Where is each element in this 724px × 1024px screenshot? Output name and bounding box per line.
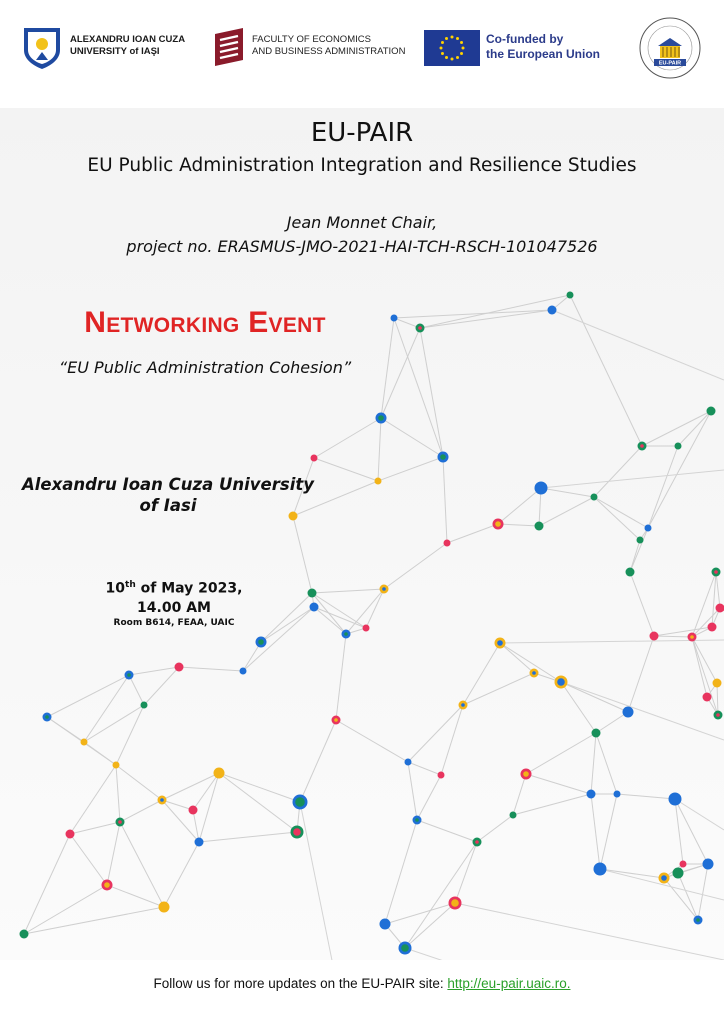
date-line: [0, 576, 348, 599]
network-node: [311, 455, 318, 462]
network-node: [66, 830, 75, 839]
network-node-core: [532, 671, 536, 675]
network-node-core: [334, 718, 338, 722]
network-node: [20, 930, 29, 939]
network-edge: [300, 720, 336, 802]
network-edge: [648, 446, 678, 528]
network-edge: [541, 488, 594, 497]
network-edge: [600, 794, 617, 869]
network-edge: [675, 799, 708, 864]
network-edge: [70, 834, 107, 885]
uaic-name-line1: ALEXANDRU IOAN CUZA: [70, 34, 186, 45]
network-edge: [420, 310, 552, 328]
network-edge: [692, 637, 717, 683]
network-edge: [455, 903, 724, 960]
eu-cofunded: [486, 32, 600, 62]
eu-star-icon: [462, 47, 465, 50]
network-node: [623, 707, 634, 718]
eu-star-icon: [460, 41, 463, 44]
network-edge: [678, 873, 698, 920]
network-edge: [417, 820, 477, 842]
network-edge: [144, 667, 179, 705]
network-edge: [405, 842, 477, 948]
network-edge: [526, 774, 591, 794]
network-edge: [120, 800, 162, 822]
date-suffix: th: [125, 580, 136, 590]
network-edge: [648, 411, 711, 528]
network-node: [438, 772, 445, 779]
network-node: [708, 623, 717, 632]
eu-pair-seal-icon: [638, 16, 702, 80]
event-title: Networking Event: [84, 306, 326, 339]
network-edge: [498, 488, 541, 524]
network-node-core: [557, 678, 565, 686]
footer-message: Follow us for more updates on the EU-PAIR site:: [153, 976, 448, 991]
network-node-core: [640, 444, 644, 448]
network-node: [637, 537, 644, 544]
network-edge: [314, 418, 381, 458]
network-node-core: [523, 771, 529, 777]
uaic-name-line2: UNIVERSITY of IAŞI: [70, 46, 160, 57]
eu-star-icon: [441, 52, 444, 55]
network-edge: [498, 524, 539, 526]
network-edge: [408, 762, 417, 820]
network-edge: [675, 799, 683, 864]
network-node: [703, 859, 714, 870]
network-node: [626, 568, 635, 577]
network-node: [713, 679, 722, 688]
event-subtitle: “EU Public Administration Cohesion”: [58, 358, 352, 377]
network-node-core: [495, 521, 501, 527]
network-edge: [594, 446, 642, 497]
eu-star-icon: [445, 56, 448, 59]
network-node: [680, 861, 687, 868]
network-node: [614, 791, 621, 798]
network-node: [380, 919, 391, 930]
network-node-core: [440, 454, 446, 460]
network-node-core: [690, 635, 694, 639]
project-number: project no. ERASMUS-JMO-2021-HAI-TCH-RSCH-101047526: [126, 237, 598, 256]
network-edge: [378, 457, 443, 481]
network-node: [113, 762, 120, 769]
venue-line2: of Iasi: [139, 496, 197, 515]
network-edge: [552, 310, 724, 380]
network-edge: [692, 637, 718, 715]
network-edge: [692, 608, 720, 637]
uaic-name: [70, 34, 185, 58]
network-node-core: [475, 840, 479, 844]
event-room: Room B614, FEAA, UAIC: [113, 618, 235, 628]
network-edge: [381, 418, 443, 457]
network-edge: [628, 636, 654, 712]
network-edge: [107, 822, 120, 885]
network-node-core: [714, 570, 718, 574]
network-edge: [24, 907, 164, 934]
network-node: [703, 693, 712, 702]
network-node: [444, 540, 451, 547]
network-edge: [199, 773, 219, 842]
network-node: [673, 868, 684, 879]
network-node: [510, 812, 517, 819]
network-node: [141, 702, 148, 709]
network-node: [669, 793, 682, 806]
eu-star-icon: [451, 58, 454, 61]
project-acronym: EU-PAIR: [310, 118, 414, 148]
network-node-core: [160, 798, 164, 802]
faculty-name-line1: FACULTY OF ECONOMICS: [252, 34, 371, 45]
network-edge: [408, 705, 463, 762]
network-edge: [477, 815, 513, 842]
network-edge: [513, 774, 526, 815]
network-node-core: [378, 415, 384, 421]
network-node: [195, 838, 204, 847]
network-node-core: [104, 882, 110, 888]
network-node-core: [118, 820, 122, 824]
network-node: [81, 739, 88, 746]
faculty-name-line2: AND BUSINESS ADMINISTRATION: [252, 46, 406, 57]
header-logos: [0, 0, 724, 100]
network-node: [189, 806, 198, 815]
network-edge: [193, 773, 219, 810]
network-edge: [84, 742, 116, 765]
eu-star-icon: [441, 41, 444, 44]
network-edge: [526, 733, 596, 774]
network-edge: [463, 643, 500, 705]
network-node-core: [293, 828, 301, 836]
network-node: [567, 292, 574, 299]
network-edge: [591, 733, 596, 794]
network-edge: [24, 885, 107, 934]
network-edge: [420, 295, 570, 328]
network-node: [363, 625, 370, 632]
eu-pair-badge-label: EU-PAIR: [658, 60, 682, 67]
faculty-name: [252, 34, 405, 58]
network-node: [214, 768, 225, 779]
network-edge: [541, 470, 724, 488]
network-node: [405, 759, 412, 766]
event-date: [0, 576, 348, 618]
network-edge: [596, 712, 628, 733]
network-edge: [120, 822, 164, 907]
network-edge: [455, 842, 477, 903]
network-edge: [463, 673, 534, 705]
uaic-crest-icon: [22, 26, 62, 70]
network-node: [159, 902, 170, 913]
network-edge: [500, 643, 561, 682]
network-edge: [164, 842, 199, 907]
network-edge: [630, 540, 640, 572]
network-edge: [47, 675, 129, 717]
network-node: [375, 478, 382, 485]
network-edge: [116, 765, 120, 822]
venue-line1: Alexandru Ioan Cuza University: [21, 475, 315, 494]
network-node-core: [716, 713, 720, 717]
network-node-core: [696, 918, 700, 922]
network-node: [650, 632, 659, 641]
network-node: [707, 407, 716, 416]
network-node: [591, 494, 598, 501]
network-edge: [692, 637, 707, 697]
network-node-core: [295, 797, 305, 807]
network-edge: [336, 720, 408, 762]
network-edge: [70, 765, 116, 834]
date-rest: of May 2023,: [135, 580, 243, 597]
footer: [0, 960, 724, 1024]
network-edge: [24, 834, 70, 934]
network-edge: [107, 885, 164, 907]
network-node: [175, 663, 184, 672]
network-edge: [193, 810, 199, 842]
network-edge: [698, 864, 708, 920]
network-edge: [654, 636, 692, 637]
network-node-core: [344, 632, 348, 636]
network-edge: [336, 634, 346, 720]
network-edge: [561, 682, 724, 740]
network-edge: [420, 328, 443, 457]
eu-cofunded-line1: Co-funded by: [486, 32, 564, 46]
network-node: [645, 525, 652, 532]
network-node-core: [382, 587, 386, 591]
network-edge: [199, 832, 297, 842]
network-node: [592, 729, 601, 738]
network-node: [594, 863, 607, 876]
network-edge: [539, 497, 594, 526]
network-node: [587, 790, 596, 799]
network-edge: [84, 675, 129, 742]
network-edge: [570, 295, 642, 446]
network-edge: [70, 822, 120, 834]
network-edge: [129, 667, 179, 675]
network-edge: [591, 794, 600, 869]
network-edge: [408, 762, 441, 775]
network-node-core: [127, 673, 131, 677]
network-edge: [594, 497, 640, 540]
network-edge: [385, 903, 455, 924]
network-node: [535, 522, 544, 531]
network-edge: [447, 524, 498, 543]
network-edge: [630, 572, 654, 636]
eu-cofunded-line2: the European Union: [486, 47, 600, 61]
network-node: [240, 668, 247, 675]
network-edge: [441, 705, 463, 775]
network-node-core: [258, 639, 264, 645]
network-edge: [716, 572, 720, 608]
eu-star-icon: [451, 36, 454, 39]
network-edge: [664, 878, 698, 920]
network-edge: [162, 773, 219, 800]
network-edge: [405, 903, 455, 948]
network-edge: [417, 775, 441, 820]
event-time: 14.00 AM: [137, 599, 211, 616]
network-node-core: [497, 640, 503, 646]
network-edge: [617, 794, 675, 799]
network-edge: [594, 497, 648, 528]
network-node-core: [401, 944, 409, 952]
chair-label: Jean Monnet Chair,: [286, 213, 438, 232]
network-edge: [500, 643, 534, 673]
network-edge: [385, 820, 417, 924]
network-edge: [443, 457, 447, 543]
event-venue: [0, 474, 336, 516]
eu-star-icon: [456, 37, 459, 40]
network-node-core: [451, 899, 459, 907]
network-edge: [219, 773, 297, 832]
network-edge: [219, 773, 300, 802]
network-edge: [717, 683, 718, 715]
eu-flag-icon: [424, 30, 480, 66]
network-node: [548, 306, 557, 315]
network-node: [675, 443, 682, 450]
network-edge: [116, 765, 162, 800]
network-node-core: [45, 715, 49, 719]
network-node-core: [415, 818, 419, 822]
eu-star-icon: [445, 37, 448, 40]
eu-star-icon: [460, 52, 463, 55]
footer-text: [0, 976, 724, 991]
eu-star-icon: [440, 47, 443, 50]
network-node-core: [418, 326, 422, 330]
feaa-logo-icon: [213, 28, 245, 66]
network-edge: [513, 794, 591, 815]
network-edge: [596, 733, 617, 794]
network-edge: [366, 589, 384, 628]
eu-pair-site-link[interactable]: http://eu-pair.uaic.ro.: [447, 976, 571, 991]
eu-star-icon: [456, 56, 459, 59]
date-day: 10: [105, 580, 126, 597]
network-edge: [642, 411, 711, 446]
network-node-core: [461, 703, 465, 707]
network-edge: [129, 675, 144, 705]
project-name: EU Public Administration Integration and Resilience Studies: [87, 155, 637, 176]
network-edge: [179, 667, 243, 671]
network-node-core: [661, 875, 667, 881]
network-edge: [384, 543, 447, 589]
network-edge: [630, 528, 648, 572]
network-node: [535, 482, 548, 495]
network-edge: [378, 418, 381, 481]
